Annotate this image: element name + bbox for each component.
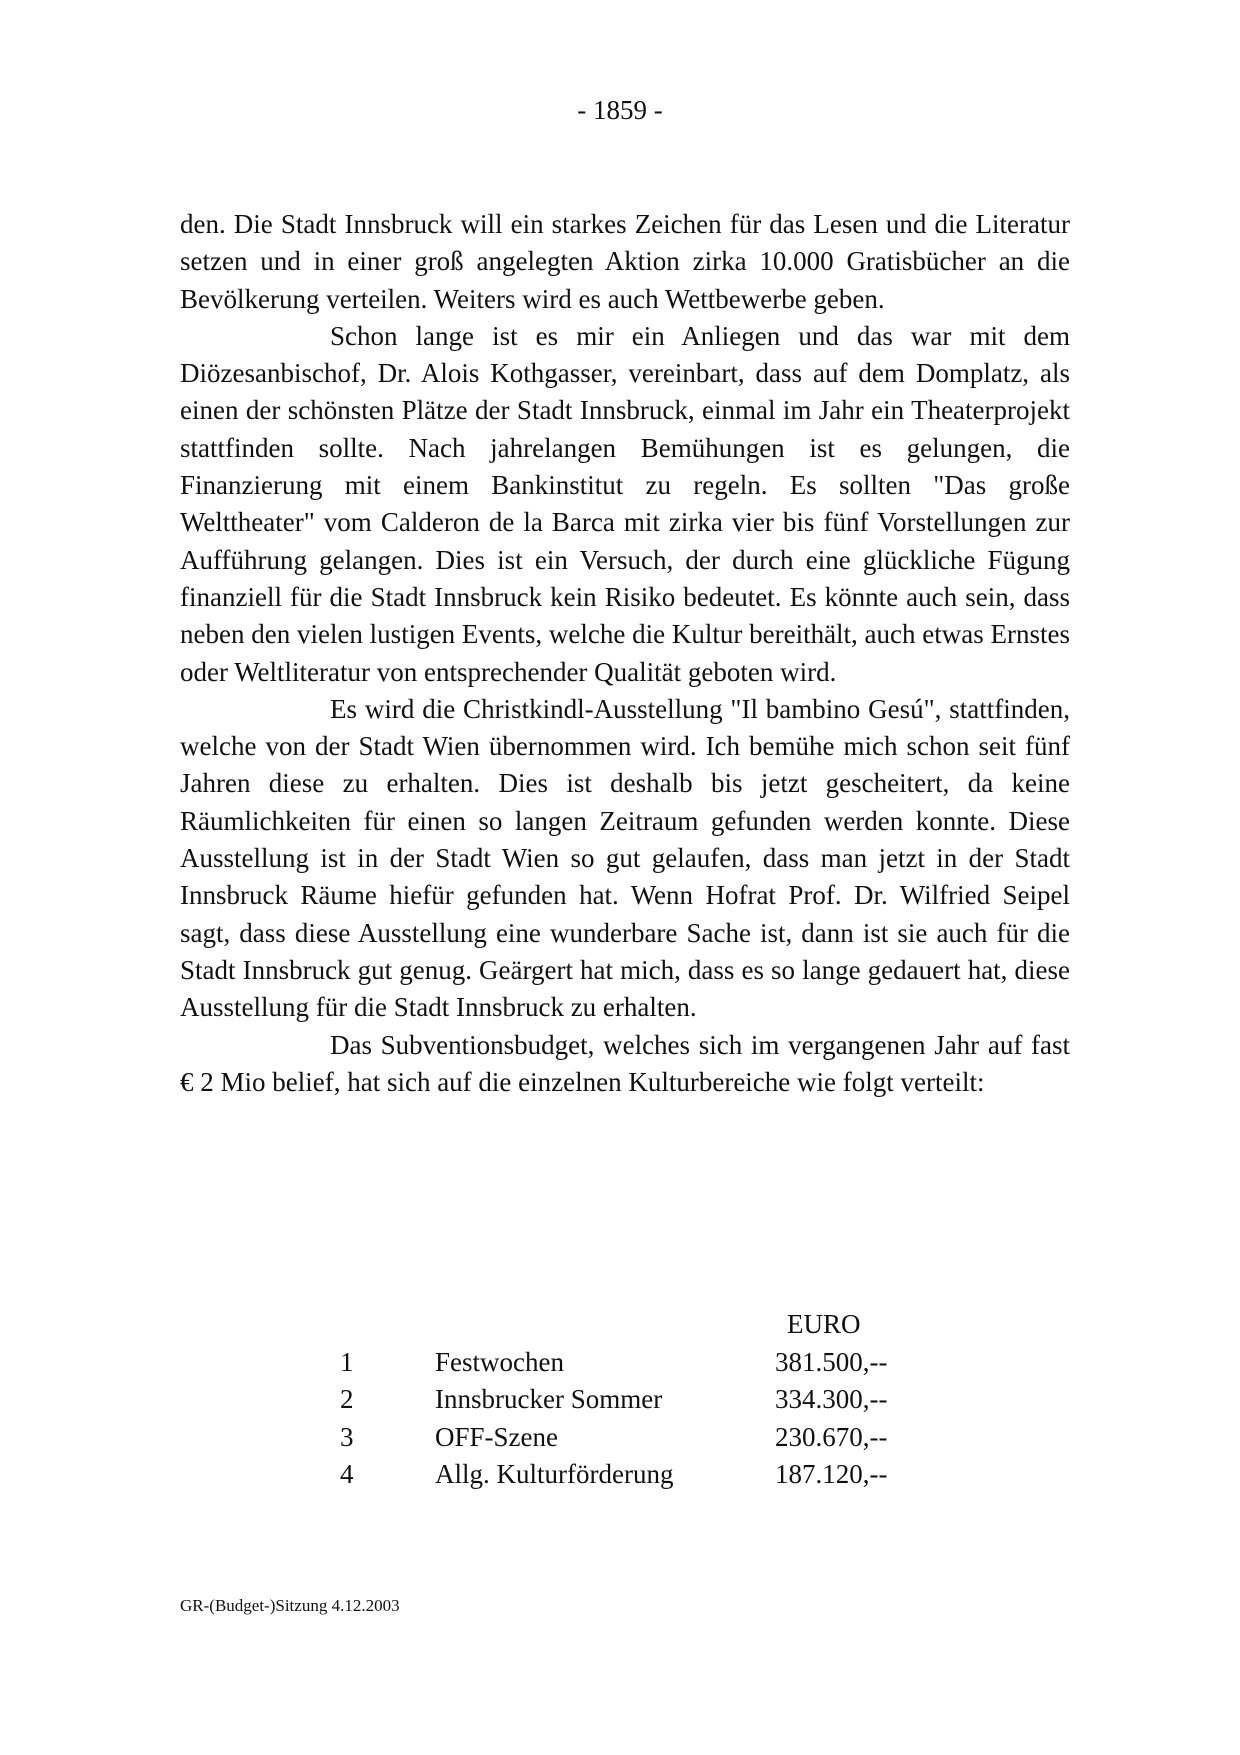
row-number: 3 (340, 1421, 354, 1452)
row-amount: 230.670,-- (775, 1421, 888, 1452)
paragraph-2: Schon lange ist es mir ein Anliegen und das war mit dem Diözesanbischof, Dr. Alois Kothgasser, vereinbart, dass auf dem Domplatz, als einen der schönsten Plätze der Stadt Innsbruck, einmal im Jahr ein Theaterprojekt stattfinden sollte. Nach jahrelangen Bemühungen ist es gelungen, die Finanzierung mit einem Bankinstitut zu regeln. Es sollten "Das große Welttheater" vom Calderon de la Barca mit zirka vier bis fünf Vorstellungen zur Aufführung gelangen. Dies ist ein Versuch, der durch eine glückliche Fügung finanziell für die Stadt Innsbruck kein Risiko bedeutet. Es könnte auch sein, dass neben den vielen lustigen Events, welche die Kultur bereithält, auch etwas Ernstes oder Weltliteratur von entsprechender Qualität geboten wird. (180, 320, 1070, 687)
row-name: OFF-Szene (435, 1421, 558, 1452)
table-row (340, 1456, 937, 1494)
table-row (340, 1381, 937, 1419)
table-row (340, 1419, 937, 1457)
budget-table (340, 1306, 937, 1494)
row-name: Allg. Kulturförderung (435, 1459, 674, 1489)
row-amount: 381.500,-- (775, 1346, 888, 1377)
page-number: - 1859 - (577, 95, 663, 125)
paragraph-4: Das Subventionsbudget, welches sich im vergangenen Jahr auf fast € 2 Mio belief, hat sich auf die einzelnen Kulturbereiche wie folgt verteilt: (180, 1029, 1070, 1097)
currency-header: EURO (787, 1309, 861, 1339)
table-header-row (340, 1306, 937, 1344)
paragraph-1: den. Die Stadt Innsbruck will ein starkes Zeichen für das Lesen und die Literatur setzen und in einer groß angelegten Aktion zirka 10.000 Gratisbücher an die Bevölkerung verteilen. Weiters wird es auch Wettbewerbe geben. (180, 209, 1070, 314)
body-text (180, 206, 1070, 1101)
row-name: Innsbrucker Sommer (435, 1384, 663, 1414)
row-number: 4 (340, 1459, 354, 1489)
row-number: 1 (340, 1346, 354, 1377)
row-number: 2 (340, 1384, 354, 1414)
row-name: Festwochen (435, 1346, 564, 1377)
paragraph-3: Es wird die Christkindl-Ausstellung "Il bambino Gesú", stattfinden, welche von der Stadt Wien übernommen wird. Ich bemühe mich schon seit fünf Jahren diese zu erhalten. Dies ist deshalb bis jetzt gescheitert, da keine Räumlichkeiten für einen so langen Zeitraum gefunden werden konnte. Diese Ausstellung ist in der Stadt Wien so gut gelaufen, dass man jetzt in der Stadt Innsbruck Räume hiefür gefunden hat. Wenn Hofrat Prof. Dr. Wilfried Seipel sagt, dass diese Ausstellung eine wunderbare Sache ist, dann ist sie auch für die Stadt Innsbruck gut genug. Geärgert hat mich, dass es so lange gedauert hat, diese Ausstellung für die Stadt Innsbruck zu erhalten. (180, 693, 1070, 1023)
row-amount: 187.120,-- (775, 1459, 888, 1489)
footer-session-label: GR-(Budget-)Sitzung 4.12.2003 (180, 1596, 400, 1615)
row-amount: 334.300,-- (775, 1384, 888, 1414)
table-row (340, 1344, 937, 1382)
